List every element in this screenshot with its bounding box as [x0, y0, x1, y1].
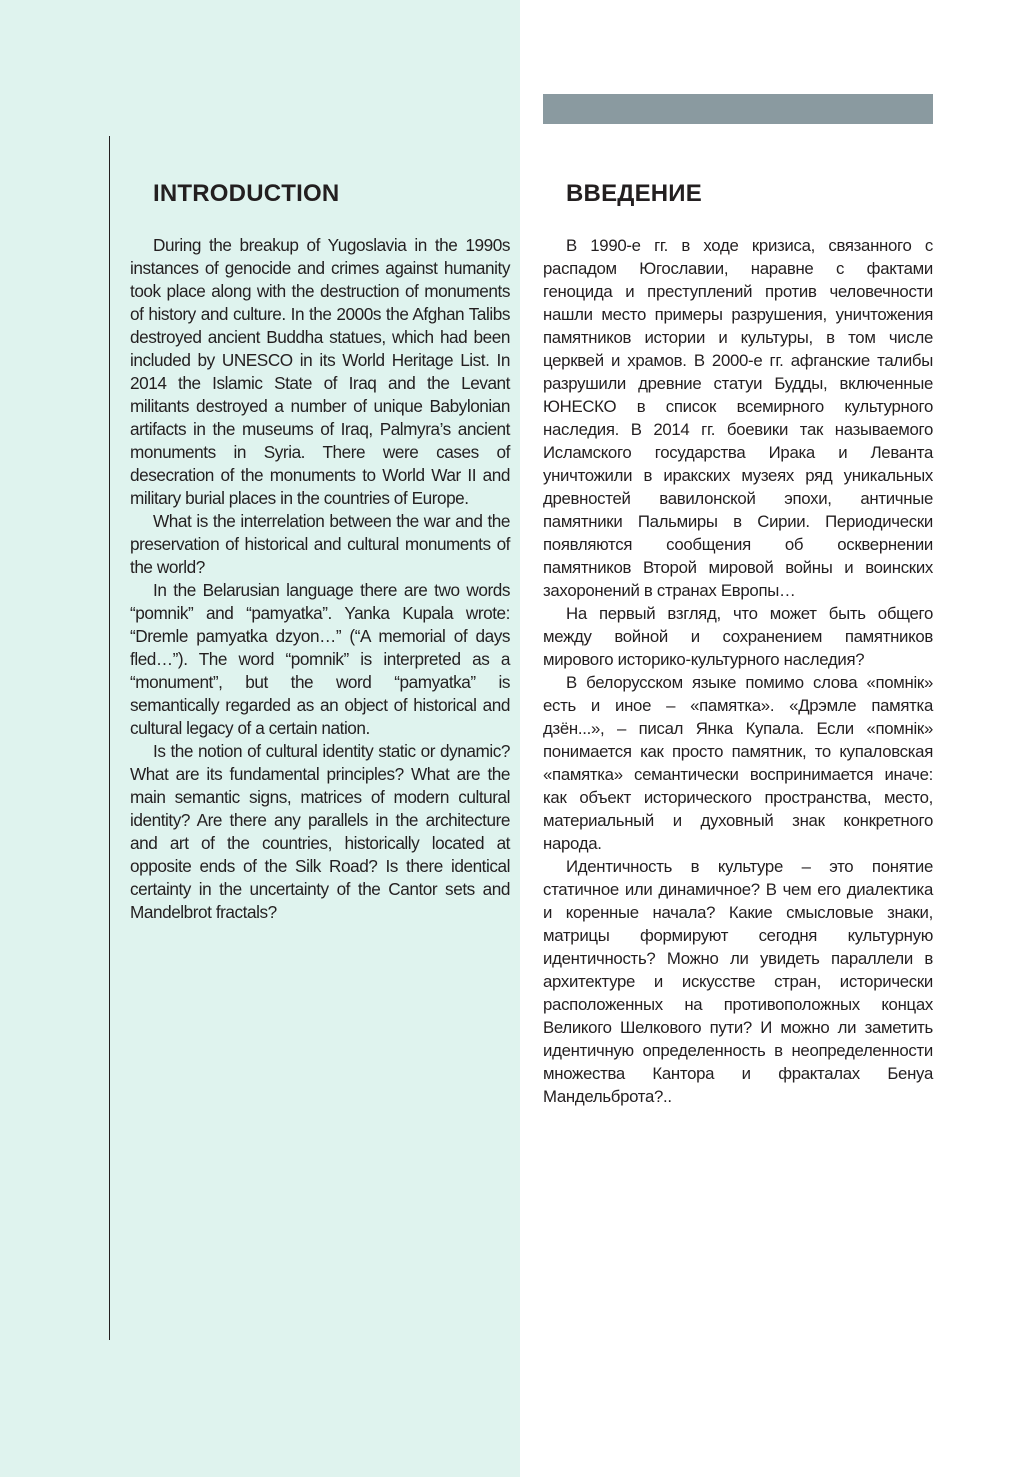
english-column [130, 178, 510, 924]
header-bar [543, 94, 933, 124]
russian-heading: ВВЕДЕНИЕ [566, 180, 702, 207]
russian-paragraph-3: В белорусском языке помимо слова «помнік» есть и иное – «памятка». «Дрэмле памятка дзён...», – писал Янка Купала. Если «помнік» понимается как просто памятник, то купаловская «памятка» семантически воспринимается иначе: как объект исторического пространства, место, материальный и духовный знак конкретного народа. [543, 673, 933, 853]
english-heading: INTRODUCTION [153, 180, 340, 207]
margin-rule-line [109, 136, 110, 1340]
english-paragraph-3: In the Belarusian language there are two words “pomnik” and “pamyatka”. Yanka Kupala wrote: “Dremle pamyatka dzyon…” (“A memorial of days fled…”). The word “pomnik” is interpreted as a “monument”, but the word “pamyatka” is semantically regarded as an object of historical and cultural legacy of a certain nation. [130, 580, 510, 738]
russian-paragraph-1: В 1990-е гг. в ходе кризиса, связанного с распадом Югославии, наравне с фактами геноцида и преступлений против человечности нашли место примеры разрушения, уничтожения памятников истории и культуры, в том числе церквей и храмов. В 2000-е гг. афганские талибы разрушили древние статуи Будды, включенные ЮНЕСКО в список всемирного культурного наследия. В 2014 гг. боевики так называемого Исламского государства Ирака и Леванта уничтожили в иракских музеях ряд уникальных древностей вавилонской эпохи, античные памятники Пальмиры в Сирии. Периодически появляются сообщения об осквернении памятников Второй мировой войны и воинских захоронений в странах Европы… [543, 236, 933, 600]
english-paragraph-4: Is the notion of cultural identity static or dynamic? What are its fundamental principles? What are the main semantic signs, matrices of modern cultural identity? Are there any parallels in the architecture and art of the countries, historically located at opposite ends of the Silk Road? Is there identical certainty in the uncertainty of the Cantor sets and Mandelbrot fractals? [130, 741, 510, 922]
russian-paragraph-2: На первый взгляд, что может быть общего между войной и сохранением памятников мирового историко-культурного наследия? [543, 604, 933, 669]
english-paragraph-1: During the breakup of Yugoslavia in the 1990s instances of genocide and crimes against humanity took place along with the destruction of monuments of history and culture. In the 2000s the Afghan Talibs destroyed ancient Buddha statues, which had been included by UNESCO in its World Heritage List. In 2014 the Islamic State of Iraq and the Levant militants destroyed a number of unique Babylonian artifacts in the museums of Iraq, Palmyra’s ancient monuments in Syria. There were cases of desecration of the monuments to World War II and military burial places in the countries of Europe. [130, 235, 510, 508]
russian-paragraph-4: Идентичность в культуре – это понятие статичное или динамичное? В чем его диалектика и коренные начала? Какие смысловые знаки, матрицы формируют сегодня культурную идентичность? Можно ли увидеть параллели в архитектуре и искусстве стран, исторически расположенных на противоположных концах Великого Шелкового пути? И можно ли заметить идентичную определенность в неопределенности множества Кантора и фракталах Бенуа Мандельброта?.. [543, 857, 933, 1106]
english-paragraph-2: What is the interrelation between the war and the preservation of historical and cultural monuments of the world? [130, 511, 510, 577]
russian-column [543, 178, 933, 1108]
